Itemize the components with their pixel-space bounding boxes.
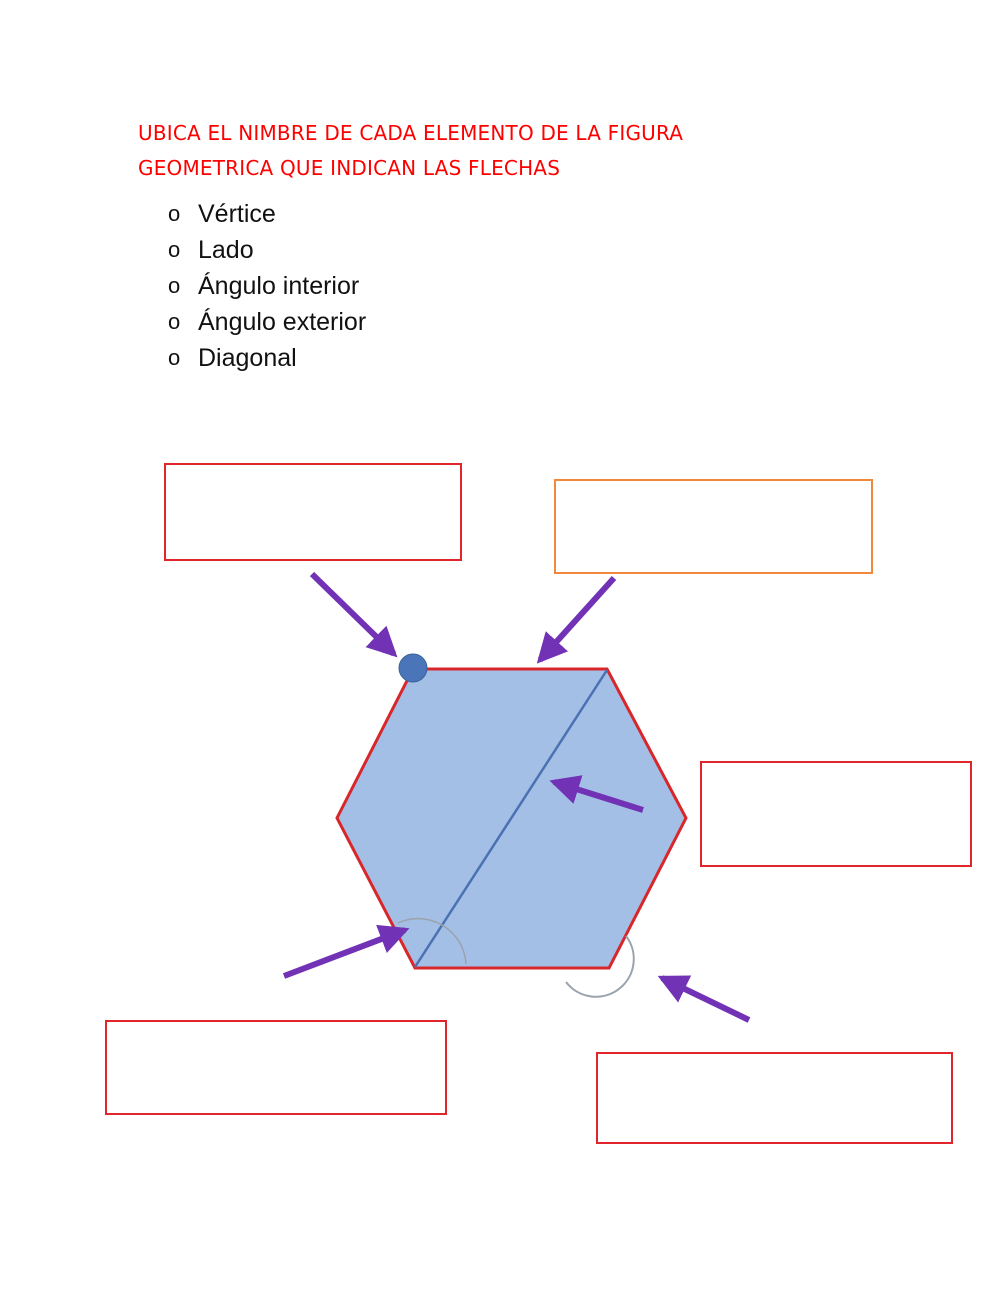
arrow-to-interior-angle <box>284 930 405 976</box>
bullet-icon: o <box>168 201 181 226</box>
option-label: Ángulo exterior <box>198 308 367 336</box>
instructions-line-2: GEOMETRICA QUE INDICAN LAS FLECHAS <box>138 156 561 180</box>
bullet-icon: o <box>168 237 181 262</box>
instructions-line-1: UBICA EL NIMBRE DE CADA ELEMENTO DE LA FIGURA <box>138 121 684 145</box>
option-label: Ángulo interior <box>198 272 360 300</box>
bullet-icon: o <box>168 273 181 298</box>
answer-box-side[interactable] <box>554 479 873 574</box>
bullet-icon: o <box>168 309 181 334</box>
answer-box-exterior-angle[interactable] <box>596 1052 953 1144</box>
answer-box-vertex[interactable] <box>164 463 462 561</box>
answer-box-diagonal[interactable] <box>700 761 972 867</box>
option-label: Diagonal <box>198 344 297 372</box>
arrow-to-side <box>540 578 614 660</box>
arrow-to-exterior-angle <box>662 978 749 1020</box>
bullet-icon: o <box>168 345 181 370</box>
vertex-dot <box>399 654 427 682</box>
option-label: Vértice <box>198 200 276 228</box>
arrow-to-vertex <box>312 574 394 654</box>
option-label: Lado <box>198 236 254 264</box>
answer-box-interior-angle[interactable] <box>105 1020 447 1115</box>
